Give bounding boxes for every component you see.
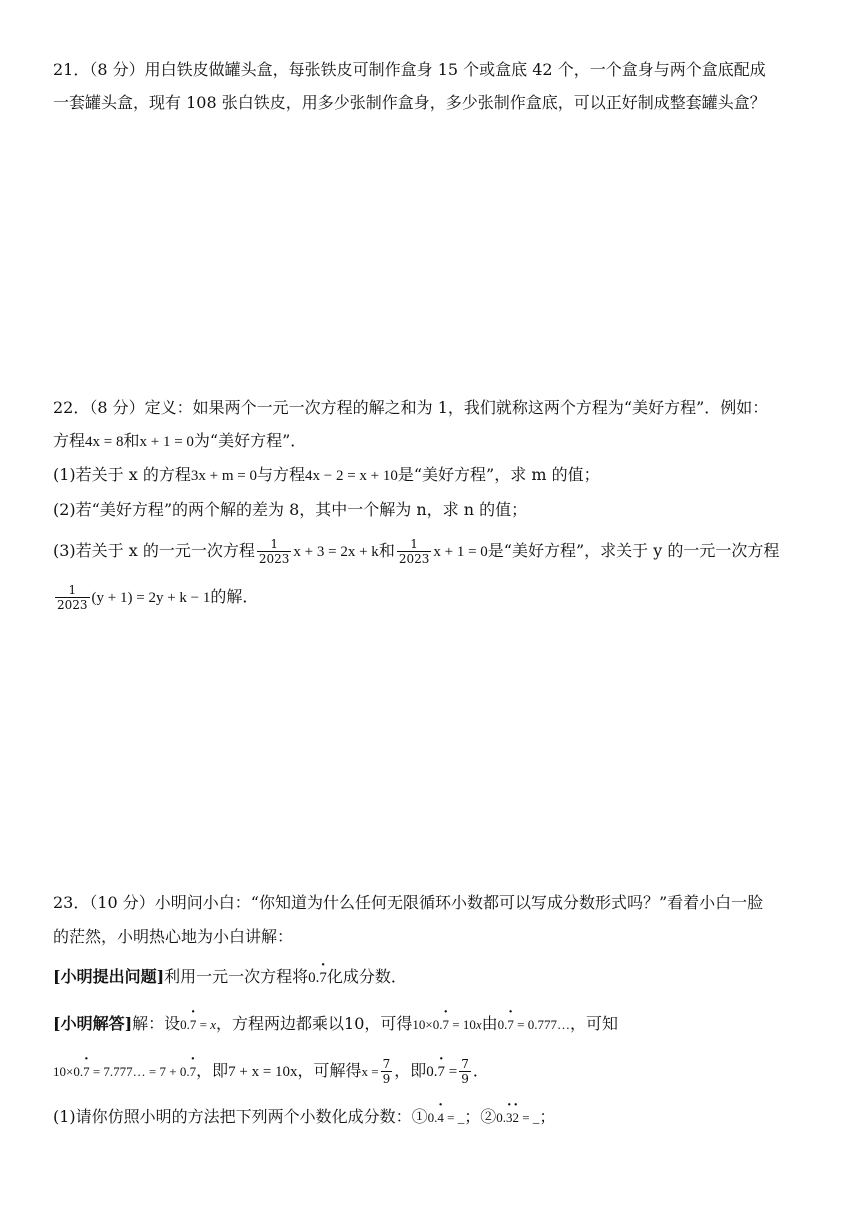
- q23-fraction-7-9-result: [459, 1057, 471, 1086]
- q23-answer-eq3: 0.7 · = 0.777…: [498, 1017, 570, 1032]
- q23-fraction-7-9: [381, 1057, 393, 1086]
- q22-part1: [53, 465, 600, 486]
- q23-part1-sep: ；②: [464, 1107, 497, 1126]
- fraction-numerator: 1: [257, 537, 292, 552]
- q23-answer-mid2: 由: [481, 1014, 498, 1033]
- repeat-digit: 4 ·: [437, 1108, 444, 1128]
- q22-part3-mid: 和: [378, 541, 395, 560]
- fraction-numerator: 1: [55, 583, 90, 598]
- q22-eq-example2: x + 1 = 0: [139, 434, 194, 450]
- repeat-digit: 7 ·: [438, 1062, 446, 1082]
- q22-fraction-c: [55, 583, 90, 612]
- q23-answer-eq1: 0.7 · = x: [180, 1017, 216, 1032]
- q23-ask-pre: 利用一元一次方程将: [164, 967, 309, 986]
- q23-derivation: [53, 1057, 489, 1086]
- q23-part1-a: 0.4 · = _: [428, 1110, 465, 1125]
- q23-derivation-eq2: 7 + x = 10x: [228, 1064, 298, 1080]
- q23-part1: [53, 1107, 555, 1128]
- q22-part1-eq2: 4x − 2 = x + 10: [304, 468, 398, 484]
- q22-part3: [53, 537, 779, 566]
- q22-part3-eq2: x + 1 = 0: [433, 544, 488, 560]
- q22-part2: (2)若“美好方程”的两个解的差为 8，其中一个解为 n，求 n 的值；: [53, 500, 528, 519]
- q23-derivation-mid2: ，可解得: [297, 1061, 362, 1080]
- fraction-numerator: 7: [461, 1057, 469, 1071]
- q22-eq-example1: 4x = 8: [85, 434, 124, 450]
- q23-part1-end: ；: [539, 1107, 556, 1126]
- repeat-digit: 7 ·: [190, 1062, 197, 1082]
- q23-answer-mid1: ，方程两边都乘以10，可得: [216, 1014, 413, 1033]
- q23-line2: 的茫然，小明热心地为小白讲解：: [53, 927, 294, 946]
- q23-ask-decimal: 0.7 ·: [308, 970, 327, 986]
- fraction-denominator: 9: [382, 1072, 391, 1086]
- q23-derivation-mid1: ，即: [196, 1061, 229, 1080]
- q23-ask-label: [小明提出问题]: [53, 967, 165, 986]
- q23-answer-pre: 解：设: [132, 1014, 181, 1033]
- repeat-digit: 7 ·: [83, 1062, 90, 1082]
- q22-fraction-a: [257, 537, 292, 566]
- q22-line1: 22．（8 分）定义：如果两个一元一次方程的解之和为 1，我们就称这两个方程为“美好方程”．例如：: [53, 398, 769, 417]
- q22-part3-eq1: x + 3 = 2x + k: [293, 544, 379, 560]
- fraction-numerator: 7: [382, 1057, 391, 1071]
- q23-ask: [53, 967, 407, 988]
- q22-part3-line2-post: 的解．: [210, 587, 259, 606]
- q22-line2-post: 为“美好方程”．: [193, 431, 307, 450]
- fraction-denominator: 9: [461, 1072, 469, 1086]
- q23-part1-pre: (1)请你仿照小明的方法把下列两个小数化成分数：①: [53, 1107, 428, 1126]
- q23-ask-post: 化成分数．: [326, 967, 407, 986]
- repeat-digit: 7 ·: [190, 1015, 197, 1035]
- repeat-digit: 7 ·: [507, 1015, 514, 1035]
- fraction-numerator: 1: [397, 537, 432, 552]
- fraction-denominator: 2023: [57, 598, 88, 612]
- q22-part3-post: 是“美好方程”，求关于 y 的一元一次方程: [487, 541, 780, 560]
- q23-line1: 23．（10 分）小明问小白：“你知道为什么任何无限循环小数都可以写成分数形式吗？”看着小白一脸: [53, 893, 764, 912]
- q22-fraction-b: [397, 537, 432, 566]
- repeat-digit: 2 ·: [513, 1108, 520, 1128]
- q22-part3-line2: [53, 583, 258, 612]
- q22-part1-post: 是“美好方程”，求 m 的值；: [397, 465, 600, 484]
- q22-part1-mid: 与方程: [256, 465, 305, 484]
- q23-answer-eq2: 10×0.7 · = 10x: [412, 1017, 481, 1032]
- q22-line2: [53, 431, 306, 452]
- repeat-digit: 3 ·: [506, 1108, 513, 1128]
- repeat-digit: 7 ·: [319, 968, 327, 988]
- q22-part1-eq1: 3x + m = 0: [190, 468, 257, 484]
- fraction-denominator: 2023: [258, 552, 290, 566]
- q21-line1: 21．（8 分）用白铁皮做罐头盒，每张铁皮可制作盒身 15 个或盒底 42 个，一个盒身与两个盒底配成: [53, 60, 766, 79]
- q23-answer: [53, 1014, 618, 1035]
- q21-line2: 一套罐头盒，现有 108 张白铁皮，用多少张制作盒身，多少张制作盒底，可以正好制成整套罐头盒？: [53, 93, 766, 112]
- q22-part1-pre: (1)若关于 x 的方程: [53, 465, 191, 484]
- q22-part3-eq3: (y + 1) = 2y + k − 1: [91, 590, 211, 606]
- q23-derivation-eq1: 10×0.7 · = 7.777… = 7 + 0.7 ·: [53, 1064, 196, 1079]
- q23-part1-b: 0.3 ·2 · = _: [496, 1110, 539, 1125]
- fraction-denominator: 2023: [398, 552, 430, 566]
- q23-derivation-end: ．: [472, 1061, 489, 1080]
- q23-derivation-mid3: ，即: [394, 1061, 427, 1080]
- q23-derivation-x: x =: [361, 1064, 379, 1079]
- q23-answer-label: [小明解答]: [53, 1014, 133, 1033]
- q22-line2-mid: 和: [123, 431, 140, 450]
- repeat-digit: 7 ·: [443, 1015, 450, 1035]
- q23-derivation-eq3: 0.7 · =: [426, 1064, 457, 1080]
- q23-answer-post: ，可知: [570, 1014, 619, 1033]
- q22-line2-pre: 方程: [53, 431, 86, 450]
- q22-part3-pre: (3)若关于 x 的一元一次方程: [53, 541, 255, 560]
